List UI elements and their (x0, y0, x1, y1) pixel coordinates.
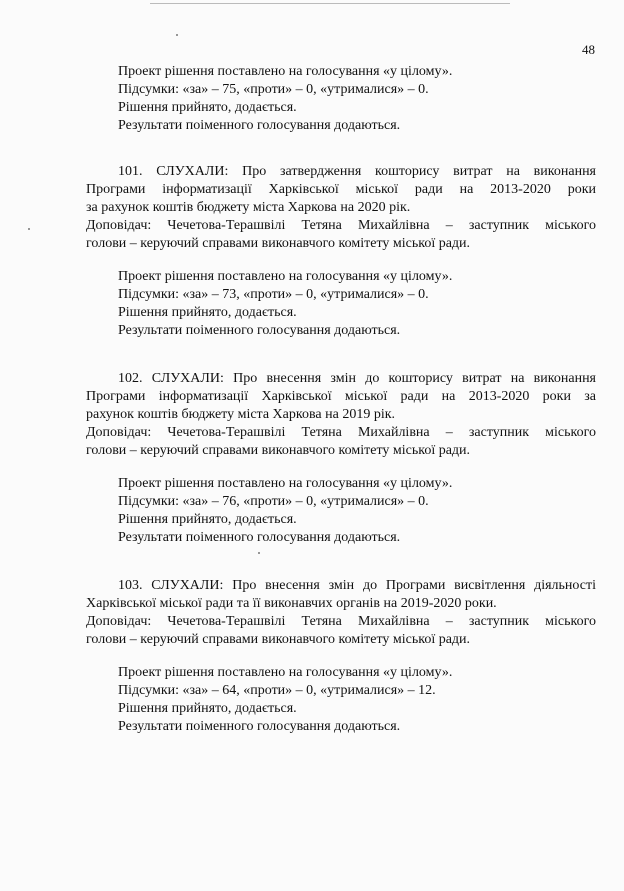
item-103-decision: Рішення прийнято, додається. (118, 701, 297, 716)
item-101-speaker-line-1: Доповідач: Чечетова-Терашвілі Тетяна Михайлівна – заступник міського (86, 218, 596, 233)
item-103-heading-line-1: 103. СЛУХАЛИ: Про внесення змін до Програми висвітлення діяльності (118, 578, 596, 593)
item-102-vote-totals: Підсумки: «за» – 76, «проти» – 0, «утрималися» – 0. (118, 494, 429, 509)
results-text: Результати поіменного голосування додаються. (118, 118, 401, 133)
item-101-speaker-line-2: голови – керуючий справами виконавчого комітету міської ради. (86, 236, 471, 251)
scan-edge-line (150, 3, 510, 4)
item-103-heading-line-2: Харківської міської ради та її виконавчих органів на 2019-2020 роки. (86, 596, 497, 611)
page-number: 48 (582, 42, 595, 57)
item-103-results: Результати поіменного голосування додаються. (118, 719, 401, 734)
vote-totals-text: Підсумки: «за» – 75, «проти» – 0, «утрималися» – 0. (118, 82, 429, 97)
item-102-results: Результати поіменного голосування додаються. (118, 530, 401, 545)
scan-speck (28, 228, 30, 230)
item-103-speaker-line-2: голови – керуючий справами виконавчого комітету міської ради. (86, 632, 471, 647)
item-101-heading-line-1: 101. СЛУХАЛИ: Про затвердження кошторису витрат на виконання (118, 164, 596, 179)
item-102-heading-line-1: 102. СЛУХАЛИ: Про внесення змін до кошторису витрат на виконання (118, 371, 596, 386)
item-101-vote-project: Проект рішення поставлено на голосування «у цілому». (118, 269, 453, 284)
item-103-speaker-line-1: Доповідач: Чечетова-Терашвілі Тетяна Михайлівна – заступник міського (86, 614, 596, 629)
item-102-heading-line-2: Програми інформатизації Харківської міської ради на 2013-2020 роки за (86, 389, 596, 404)
vote-project-text: Проект рішення поставлено на голосування «у цілому». (118, 64, 453, 79)
item-102-speaker-line-1: Доповідач: Чечетова-Терашвілі Тетяна Михайлівна – заступник міського (86, 425, 596, 440)
item-103-vote-project: Проект рішення поставлено на голосування «у цілому». (118, 665, 453, 680)
item-102-vote-project: Проект рішення поставлено на голосування «у цілому». (118, 476, 453, 491)
item-102-speaker-line-2: голови – керуючий справами виконавчого комітету міської ради. (86, 443, 471, 458)
item-103-vote-totals: Підсумки: «за» – 64, «проти» – 0, «утрималися» – 12. (118, 683, 436, 698)
scan-speck (258, 552, 260, 554)
item-101-vote-totals: Підсумки: «за» – 73, «проти» – 0, «утрималися» – 0. (118, 287, 429, 302)
item-102-decision: Рішення прийнято, додається. (118, 512, 297, 527)
item-101-heading-line-2: Програми інформатизації Харківської міської ради на 2013-2020 роки (86, 182, 596, 197)
item-101-decision: Рішення прийнято, додається. (118, 305, 297, 320)
item-101-results: Результати поіменного голосування додаються. (118, 323, 401, 338)
item-101-heading-line-3: за рахунок коштів бюджету міста Харкова на 2020 рік. (86, 200, 411, 215)
scan-speck (176, 34, 178, 36)
item-102-heading-line-3: рахунок коштів бюджету міста Харкова на 2019 рік. (86, 407, 396, 422)
decision-text: Рішення прийнято, додається. (118, 100, 297, 115)
